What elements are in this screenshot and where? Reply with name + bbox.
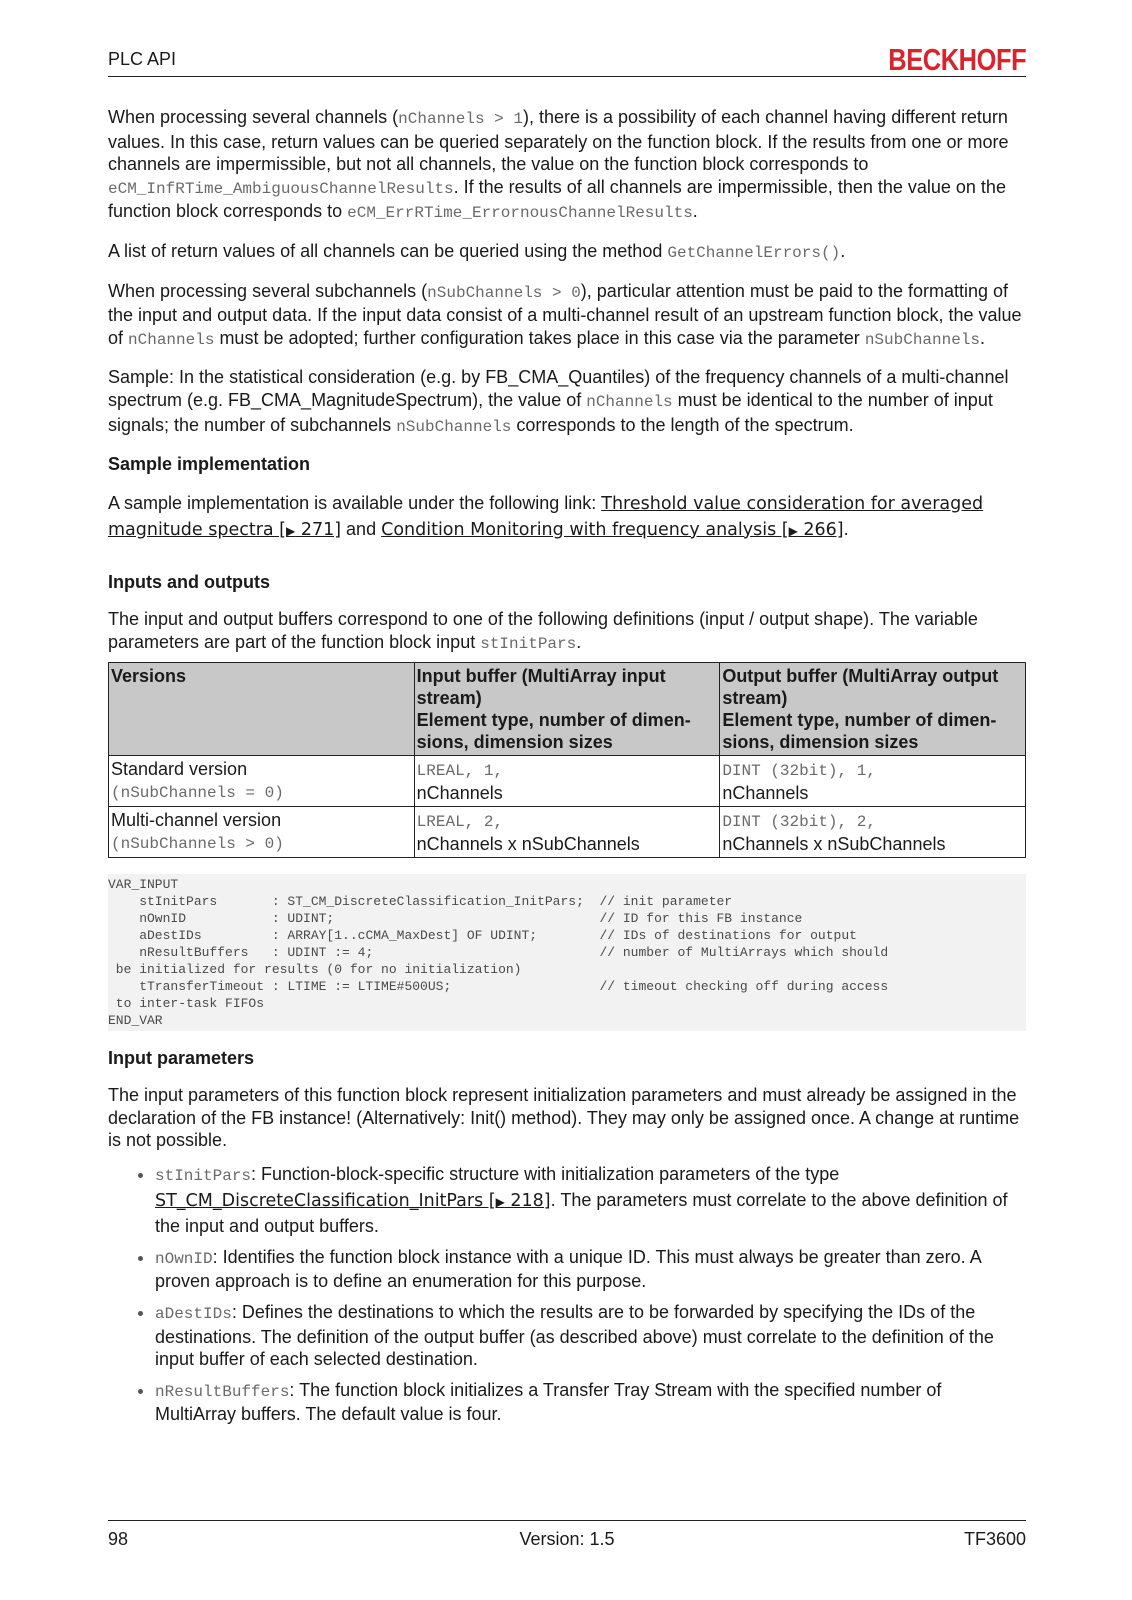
input-params-list	[108, 1162, 1026, 1426]
paragraph-sample-links: A sample implementation is available under the following link: Threshold value consideration for averaged magnitude spectra [▶ 271] and Condition Monitoring with frequency analysis [▶ 266].	[108, 492, 984, 540]
heading-sample-implementation: Sample implementation	[108, 454, 311, 475]
version-label: Version: 1.5	[519, 1529, 615, 1549]
page-content	[108, 106, 1026, 1434]
list-item: • stInitPars: Function-block-specific structure with initialization parameters of the type ST_CM_DiscreteClassification_InitPars [▶ 218]. The parameters must correlate to the above definition of the input and output buffers.	[155, 1162, 1026, 1238]
heading-inputs-outputs: Inputs and outputs	[108, 571, 270, 592]
list-item: • aDestIDs: Defines the destinations to which the results are to be forwarded by specifying the IDs of the destinations. The definition of the output buffer (as described above) must correlate to the definition of the input buffer of each selected destination.	[155, 1301, 1026, 1371]
paragraph-io: The input and output buffers correspond to one of the following definitions (input / output shape). The variable parameters are part of the function block input stInitPars.	[108, 609, 978, 653]
document-id: TF3600	[963, 1529, 1026, 1549]
heading-input-parameters: Input parameters	[108, 1047, 255, 1068]
table-header-cell: Versions	[109, 662, 415, 755]
table-row	[109, 806, 1026, 857]
paragraph-sample: Sample: In the statistical consideration (e.g. by FB_CMA_Quantiles) of the frequency channels of a multi-channel spectrum (e.g. FB_CMA_MagnitudeSpectrum), the value of nChannels must be identical to the number of input signals; the number of subchannels nSubChannels corresponds to the length of the spectrum.	[108, 367, 1009, 436]
table-cell: Standard version (nSubChannels = 0)	[109, 755, 415, 806]
list-item: • nOwnID: Identifies the function block instance with a unique ID. This must always be greater than zero. A proven approach is to define an enumeration for this purpose.	[155, 1246, 1026, 1293]
page-header	[108, 44, 1026, 77]
link-condition-monitoring[interactable]: Condition Monitoring with frequency analysis [▶ 266]	[381, 519, 844, 540]
table-row	[109, 755, 1026, 806]
table-cell: Multi-channel version (nSubChannels > 0)	[109, 806, 415, 857]
page-number: 98	[108, 1529, 129, 1549]
io-shape-table	[108, 662, 1026, 858]
link-threshold-spectra[interactable]: Threshold value consideration for averaged magnitude spectra [▶ 271]	[108, 493, 984, 540]
page-arrow-icon: ▶	[495, 1194, 505, 1209]
table-cell: DINT (32bit), 2, nChannels x nSubChannels	[720, 806, 1026, 857]
page-footer	[108, 1520, 1026, 1561]
beckhoff-logo: BECKHOFF	[888, 42, 1026, 77]
table-header-cell: Input buffer (MultiArray input stream) Element type, number of dimen-sions, dimension sizes	[414, 662, 720, 755]
table-cell: DINT (32bit), 1, nChannels	[720, 755, 1026, 806]
table-header-row	[109, 662, 1026, 755]
paragraph-input-params-intro: The input parameters of this function block represent initialization parameters and must already be assigned in the declaration of the FB instance! (Alternatively: Init() method). They may only be assigned once. A change at runtime is not possible.	[108, 1085, 1020, 1151]
table-cell: LREAL, 2, nChannels x nSubChannels	[414, 806, 720, 857]
link-init-pars[interactable]: ST_CM_DiscreteClassification_InitPars [▶ 218]	[155, 1190, 551, 1211]
paragraph-channels: When processing several channels (nChannels > 1), there is a possibility of each channel having different return values. In this case, return values can be queried separately on the function block. If the results from one or more channels are impermissible, but not all channels, the value on the function block corresponds to eCM_InfRTime_AmbiguousChannelResults. If the results of all channels are impermissible, then the value on the function block corresponds to eCM_ErrRTime_ErrornousChannelResults.	[108, 107, 1009, 223]
paragraph-channel-errors: A list of return values of all channels can be queried using the method GetChannelErrors().	[108, 240, 846, 262]
header-title: PLC API	[108, 49, 177, 69]
page-arrow-icon: ▶	[788, 523, 798, 538]
var-input-code-block: VAR_INPUT stInitPars : ST_CM_DiscreteClassification_InitPars; // init parameter nOwnID : UDINT; // ID for this FB instance aDestIDs : ARRAY[1..cCMA_MaxDest] OF UDINT; // IDs of destinations for output nResultBuffers : UDINT := 4; // number of MultiArrays which should be initialized for results (0 for no initialization) tTransferTimeout : LTIME := LTIME#500US; // timeout checking off during access to inter-task FIFOs END_VAR	[108, 874, 1026, 1031]
paragraph-subchannels: When processing several subchannels (nSubChannels > 0), particular attention must be paid to the formatting of the input and output data. If the input data consist of a multi-channel result of an upstream function block, the value of nChannels must be adopted; further configuration takes place in this case via the parameter nSubChannels.	[108, 280, 1022, 349]
page-arrow-icon: ▶	[286, 523, 296, 538]
table-header-cell: Output buffer (MultiArray output stream) Element type, number of dimen-sions, dimension sizes	[720, 662, 1026, 755]
list-item: • nResultBuffers: The function block initializes a Transfer Tray Stream with the specified number of MultiArray buffers. The default value is four.	[155, 1379, 1026, 1426]
table-cell: LREAL, 1, nChannels	[414, 755, 720, 806]
